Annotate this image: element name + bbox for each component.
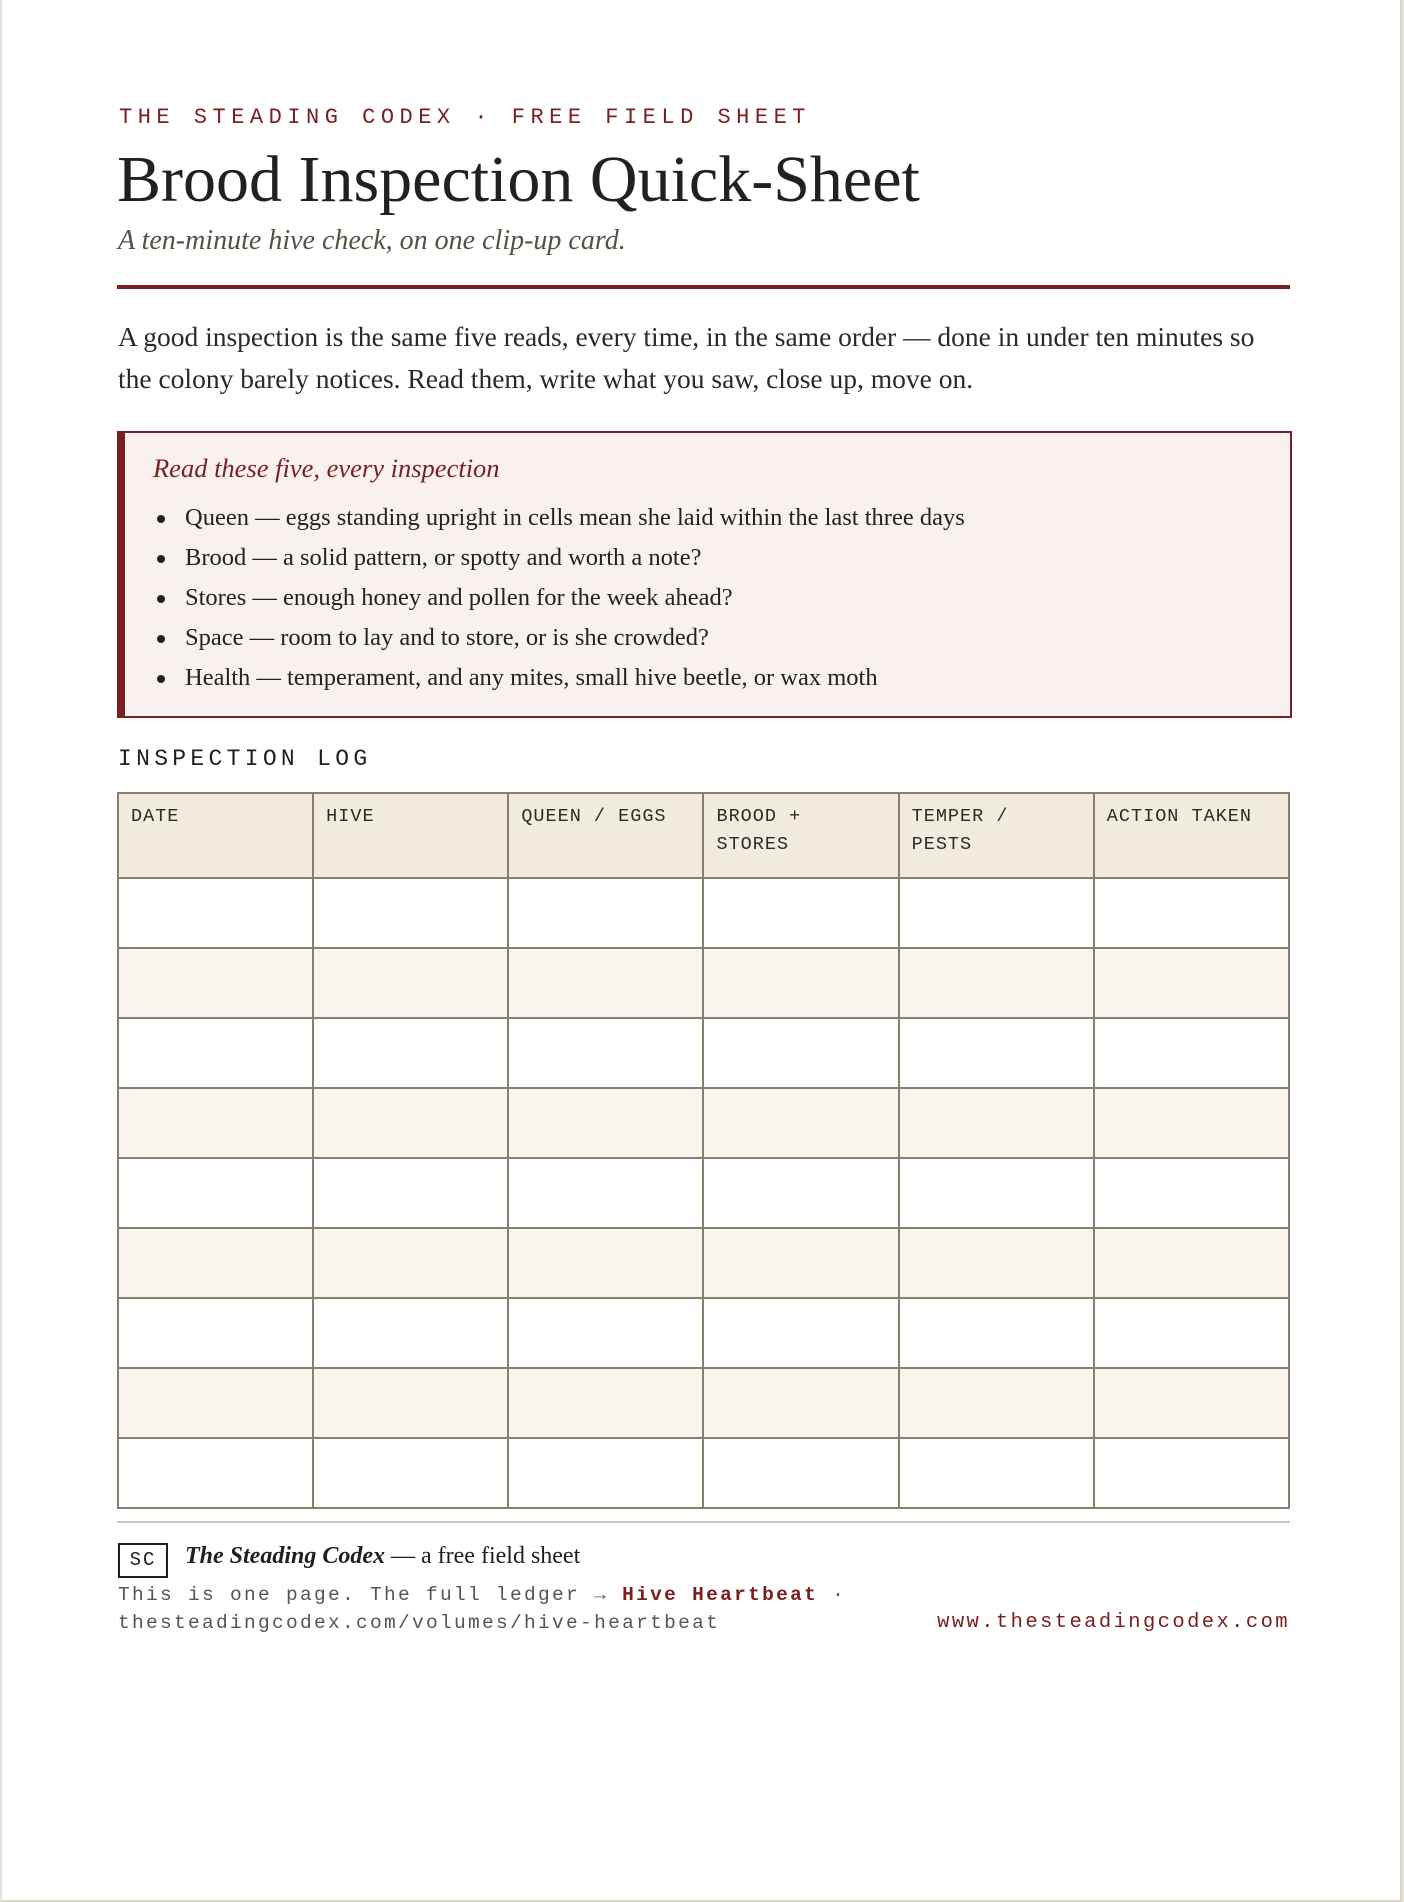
kicker: THE STEADING CODEX · FREE FIELD SHEET: [119, 105, 811, 130]
five-reads-callout: [117, 431, 1292, 718]
log-entry-cell[interactable]: [703, 1228, 898, 1298]
callout-title: Read these five, every inspection: [153, 453, 500, 483]
log-entry-cell[interactable]: [313, 1088, 508, 1158]
column-header-brood-stores: BROOD + STORES: [703, 793, 898, 878]
brand-badge: SC: [118, 1543, 168, 1578]
column-header-queen-eggs: QUEEN / EGGS: [508, 793, 703, 878]
log-entry-cell[interactable]: [899, 1158, 1094, 1228]
log-entry-cell[interactable]: [899, 1438, 1094, 1508]
table-row: [118, 1438, 1289, 1508]
log-entry-cell[interactable]: [508, 1298, 703, 1368]
read-item-space: Space — room to lay and to store, or is she crowded?: [153, 621, 965, 661]
ledger-note: [118, 1584, 846, 1606]
table-row: [118, 1368, 1289, 1438]
log-entry-cell[interactable]: [508, 1438, 703, 1508]
log-entry-cell[interactable]: [313, 1228, 508, 1298]
log-entry-cell[interactable]: [118, 1368, 313, 1438]
log-entry-cell[interactable]: [703, 948, 898, 1018]
read-item-queen: Queen — eggs standing upright in cells mean she laid within the last three days: [153, 501, 965, 541]
log-entry-cell[interactable]: [899, 948, 1094, 1018]
five-reads-list: [153, 501, 965, 701]
ledger-url[interactable]: thesteadingcodex.com/volumes/hive-heartbeat: [118, 1612, 721, 1634]
brand-suffix: — a free field sheet: [385, 1543, 581, 1569]
log-entry-cell[interactable]: [899, 878, 1094, 948]
log-entry-cell[interactable]: [703, 1158, 898, 1228]
log-entry-cell[interactable]: [899, 1088, 1094, 1158]
log-entry-cell[interactable]: [703, 1438, 898, 1508]
log-entry-cell[interactable]: [313, 1438, 508, 1508]
log-entry-cell[interactable]: [1094, 1438, 1289, 1508]
read-item-health: Health — temperament, and any mites, small hive beetle, or wax moth: [153, 661, 965, 701]
log-entry-cell[interactable]: [508, 878, 703, 948]
log-entry-cell[interactable]: [313, 1368, 508, 1438]
log-entry-cell[interactable]: [1094, 1158, 1289, 1228]
column-header-hive: HIVE: [313, 793, 508, 878]
ledger-prefix: This is one page. The full ledger →: [118, 1584, 623, 1606]
log-entry-cell[interactable]: [899, 1368, 1094, 1438]
log-entry-cell[interactable]: [313, 948, 508, 1018]
ledger-suffix: ·: [818, 1584, 847, 1606]
log-entry-cell[interactable]: [508, 1368, 703, 1438]
log-entry-cell[interactable]: [1094, 948, 1289, 1018]
inspection-log-label: INSPECTION LOG: [118, 746, 372, 772]
log-entry-cell[interactable]: [1094, 1018, 1289, 1088]
column-header-action-taken: ACTION TAKEN: [1094, 793, 1289, 878]
footer-divider: [117, 1521, 1290, 1523]
log-entry-cell[interactable]: [899, 1228, 1094, 1298]
log-entry-cell[interactable]: [703, 1298, 898, 1368]
log-entry-cell[interactable]: [508, 948, 703, 1018]
table-row: [118, 1018, 1289, 1088]
read-item-stores: Stores — enough honey and pollen for the week ahead?: [153, 581, 965, 621]
log-entry-cell[interactable]: [1094, 1298, 1289, 1368]
log-entry-cell[interactable]: [313, 878, 508, 948]
log-entry-cell[interactable]: [313, 1298, 508, 1368]
intro-paragraph: A good inspection is the same five reads, every time, in the same order — done in under ten minutes so the colony barely notices. Read them, write what you saw, close up, move on.: [118, 321, 1255, 394]
table-row: [118, 1298, 1289, 1368]
read-item-brood: Brood — a solid pattern, or spotty and worth a note?: [153, 541, 965, 581]
log-entry-cell[interactable]: [118, 1158, 313, 1228]
log-entry-cell[interactable]: [703, 1368, 898, 1438]
log-entry-cell[interactable]: [703, 878, 898, 948]
log-entry-cell[interactable]: [899, 1298, 1094, 1368]
log-entry-cell[interactable]: [508, 1228, 703, 1298]
ledger-link[interactable]: Hive Heartbeat: [622, 1584, 819, 1606]
log-entry-cell[interactable]: [118, 878, 313, 948]
log-entry-cell[interactable]: [313, 1018, 508, 1088]
log-entry-cell[interactable]: [508, 1158, 703, 1228]
log-entry-cell[interactable]: [703, 1088, 898, 1158]
log-entry-cell[interactable]: [118, 1088, 313, 1158]
title-divider: [117, 285, 1290, 289]
log-entry-cell[interactable]: [313, 1158, 508, 1228]
log-entry-cell[interactable]: [1094, 878, 1289, 948]
log-entry-cell[interactable]: [1094, 1368, 1289, 1438]
log-entry-cell[interactable]: [508, 1018, 703, 1088]
log-entry-cell[interactable]: [1094, 1228, 1289, 1298]
log-entry-cell[interactable]: [703, 1018, 898, 1088]
log-entry-cell[interactable]: [508, 1088, 703, 1158]
column-header-date: DATE: [118, 793, 313, 878]
page: [2, 0, 1402, 1902]
table-row: [118, 1088, 1289, 1158]
page-title: Brood Inspection Quick-Sheet: [117, 143, 920, 216]
brand-line: [185, 1543, 580, 1570]
log-entry-cell[interactable]: [118, 1298, 313, 1368]
page-subtitle: A ten-minute hive check, on one clip-up card.: [118, 225, 626, 256]
log-entry-cell[interactable]: [1094, 1088, 1289, 1158]
inspection-log-body: [118, 878, 1289, 1508]
log-entry-cell[interactable]: [118, 948, 313, 1018]
column-header-temper-pests: TEMPER / PESTS: [899, 793, 1094, 878]
table-header-row: [118, 793, 1289, 878]
log-entry-cell[interactable]: [118, 1438, 313, 1508]
inspection-log-table: [117, 792, 1290, 1509]
log-entry-cell[interactable]: [118, 1018, 313, 1088]
log-entry-cell[interactable]: [899, 1018, 1094, 1088]
table-row: [118, 948, 1289, 1018]
table-row: [118, 878, 1289, 948]
log-entry-cell[interactable]: [118, 1228, 313, 1298]
brand-name: The Steading Codex: [185, 1543, 386, 1569]
table-row: [118, 1228, 1289, 1298]
table-row: [118, 1158, 1289, 1228]
site-url[interactable]: www.thesteadingcodex.com: [937, 1611, 1290, 1634]
